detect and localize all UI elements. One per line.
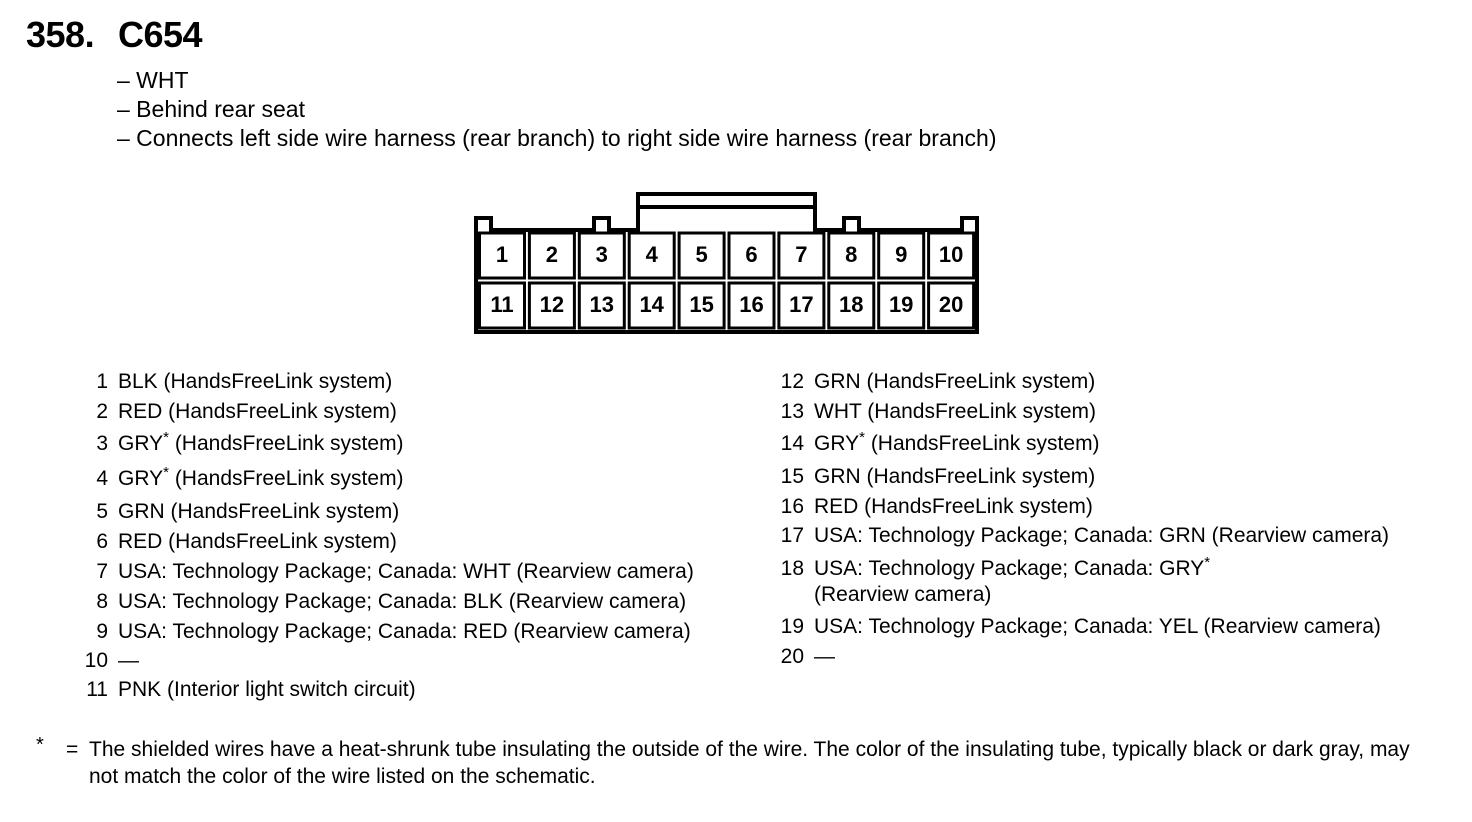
pin-number: 12	[780, 370, 804, 393]
detail-location: – Behind rear seat	[117, 96, 305, 122]
pin-description	[814, 429, 1100, 456]
pin-description	[814, 645, 835, 669]
pin-cell-label: 13	[589, 292, 615, 317]
pin-circuit: (HandsFreeLink system)	[168, 467, 404, 490]
pin-wire: USA: Technology Package; Canada: BLK (Rearview camera)	[118, 590, 687, 613]
pin-wire: —	[814, 645, 835, 668]
pin-number: 7	[96, 560, 108, 583]
pin-number: 14	[780, 432, 804, 455]
pin-description	[814, 370, 1095, 394]
footnote-text: The shielded wires have a heat-shrunk tube insulating the outside of the wire. The color of the insulating tube, typically black or dark gray, may not match the color of the wire listed on the schematic.	[89, 738, 1410, 788]
pin-number: 13	[780, 400, 804, 423]
pin-number: 15	[780, 465, 804, 488]
pin-cell-label: 19	[888, 292, 914, 317]
pin-cell-label: 10	[938, 242, 964, 267]
pin-number: 18	[780, 557, 804, 580]
pin-circuit: (HandsFreeLink system)	[864, 432, 1100, 455]
pin-wire: PNK (Interior light switch circuit)	[118, 678, 416, 701]
pin-cell-label: 16	[739, 292, 764, 317]
shielded-wire-marker: *	[163, 429, 169, 446]
pin-description-continued: (Rearview camera)	[814, 583, 992, 606]
pin-number: 19	[780, 615, 804, 638]
pin-wire: —	[118, 649, 139, 672]
pin-description	[814, 400, 1096, 424]
pin-description	[118, 590, 686, 614]
pin-wire: WHT (HandsFreeLink system)	[814, 400, 1097, 423]
connector-title	[26, 14, 202, 56]
pin-description	[118, 530, 397, 554]
pin-description	[814, 495, 1093, 519]
pin-cell-label: 1	[495, 242, 509, 267]
pin-number: 8	[96, 590, 108, 613]
pin-description	[118, 620, 691, 644]
pin-number: 9	[96, 620, 108, 643]
pin-number: 11	[86, 678, 108, 701]
pin-wire: USA: Technology Package; Canada: YEL (Rearview camera)	[814, 615, 1381, 638]
pin-description	[118, 400, 397, 424]
pin-cell-label: 14	[639, 292, 664, 317]
pin-cell-label: 6	[745, 242, 758, 267]
shielded-wire-marker: *	[1204, 554, 1211, 571]
pin-number: 6	[96, 530, 108, 553]
pin-cell-label: 7	[795, 242, 808, 267]
connector-id: C654	[118, 14, 203, 55]
pin-description	[118, 560, 694, 584]
pin-wire: BLK (HandsFreeLink system)	[118, 370, 393, 393]
pin-wire: USA: Technology Package; Canada: RED (Rearview camera)	[118, 620, 691, 643]
pin-cell-label: 8	[845, 242, 858, 267]
pin-cell-label: 5	[695, 242, 708, 267]
pin-description	[814, 524, 1389, 548]
pin-wire: USA: Technology Package; Canada: GRN (Rearview camera)	[814, 524, 1390, 547]
connector-number: 358.	[26, 14, 95, 55]
pin-number: 17	[780, 524, 804, 547]
shielded-wire-marker: *	[163, 464, 169, 481]
pin-number: 20	[780, 645, 804, 668]
pin-wire: GRN (HandsFreeLink system)	[118, 500, 400, 523]
pin-cell-label: 20	[938, 292, 964, 317]
pin-cell-label: 17	[789, 292, 814, 317]
pin-cell-label: 9	[895, 242, 908, 267]
pin-wire: GRY	[118, 432, 164, 455]
pin-cell-label: 3	[595, 242, 608, 267]
pin-wire: GRN (HandsFreeLink system)	[814, 370, 1096, 393]
pin-cell-label: 15	[689, 292, 714, 317]
pin-description	[118, 370, 392, 394]
pin-wire: USA: Technology Package; Canada: GRY	[814, 557, 1205, 580]
pin-number: 1	[96, 370, 108, 393]
pin-wire: RED (HandsFreeLink system)	[118, 400, 397, 423]
footnote-symbol: *	[36, 734, 44, 756]
detail-color: – WHT	[117, 67, 189, 93]
pin-cell-label: 11	[490, 292, 514, 317]
pin-description	[814, 554, 1211, 607]
pin-number: 2	[96, 400, 108, 423]
footnote-equals: =	[66, 738, 79, 761]
pin-number: 5	[96, 500, 108, 523]
pin-circuit: (HandsFreeLink system)	[168, 432, 404, 455]
shielded-wire-marker: *	[859, 429, 865, 446]
pin-wire: RED (HandsFreeLink system)	[118, 530, 397, 553]
pin-number: 16	[780, 495, 804, 518]
pin-wire: USA: Technology Package; Canada: WHT (Rearview camera)	[118, 560, 694, 583]
pin-cell-label: 2	[545, 242, 559, 267]
pin-description	[118, 500, 399, 524]
detail-connects: – Connects left side wire harness (rear branch) to right side wire harness (rear branch)	[117, 125, 997, 151]
pin-description	[118, 678, 416, 702]
pin-cell-label: 4	[645, 242, 658, 267]
pin-cell-label: 12	[539, 292, 565, 317]
connector-details	[117, 66, 997, 153]
pin-wire: RED (HandsFreeLink system)	[814, 495, 1093, 518]
pin-description	[118, 649, 139, 673]
pin-number: 4	[96, 467, 108, 490]
pin-wire: GRY	[118, 467, 164, 490]
pin-wire: GRY	[814, 432, 860, 455]
pin-description	[814, 615, 1381, 639]
pin-description	[118, 464, 404, 491]
pin-description	[814, 465, 1095, 489]
pin-description	[118, 429, 404, 456]
pin-number: 3	[96, 432, 108, 455]
pin-cell-label: 18	[839, 292, 864, 317]
pin-wire: GRN (HandsFreeLink system)	[814, 465, 1096, 488]
pin-number: 10	[84, 649, 108, 672]
